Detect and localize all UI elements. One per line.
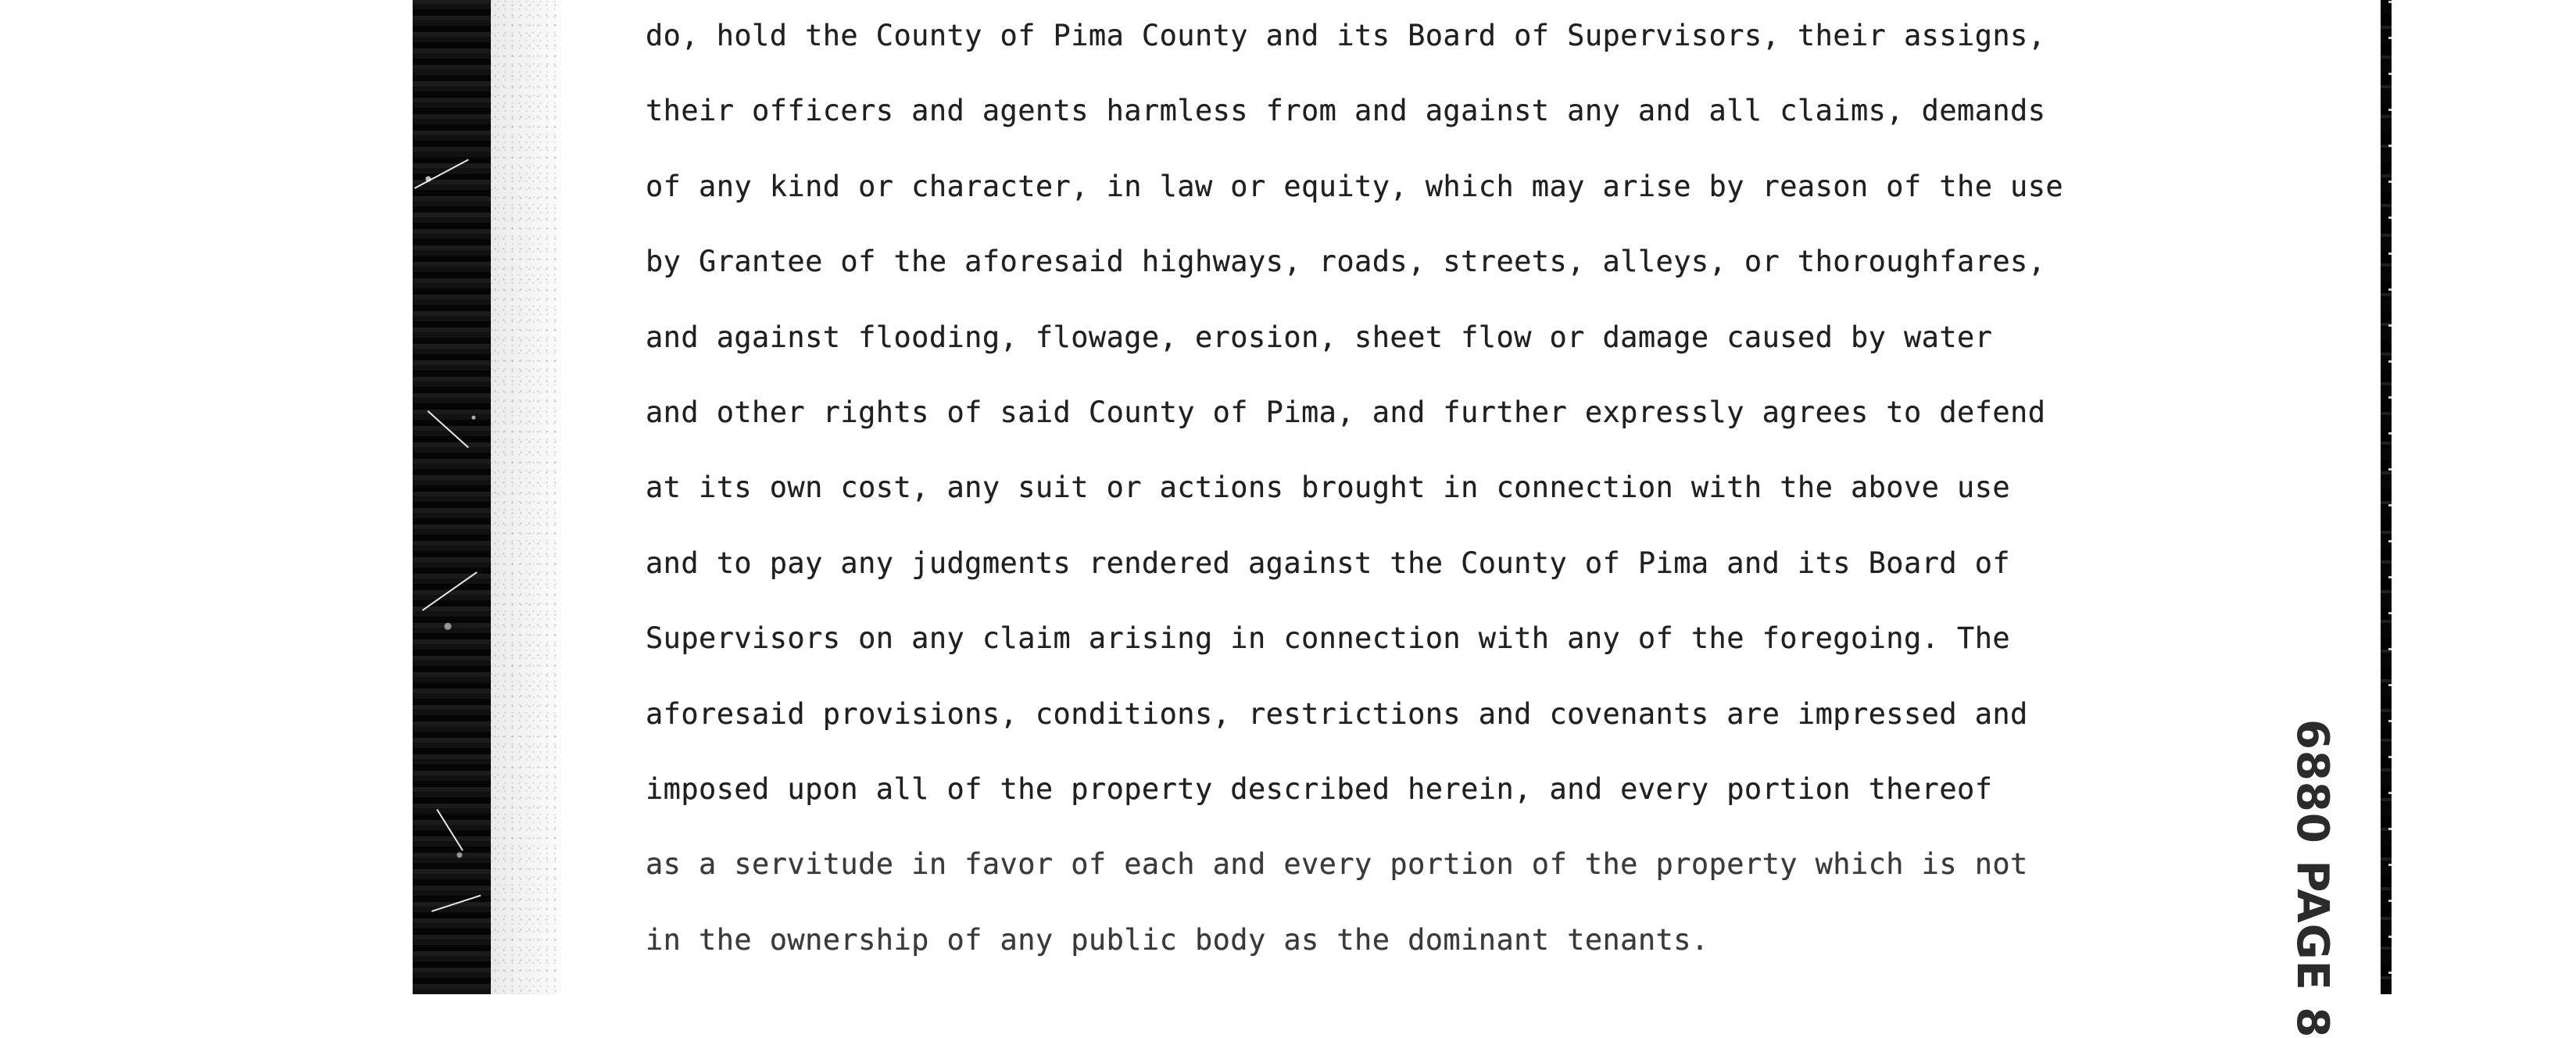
scan-speckle-area [491, 0, 561, 994]
document-line: of any kind or character, in law or equity, which may arise by reason of the use [646, 169, 2064, 203]
document-line: and other rights of said County of Pima, and further expressly agrees to defend [646, 395, 2046, 429]
document-line: by Grantee of the aforesaid highways, roads, streets, alleys, or thoroughfares, [646, 245, 2046, 279]
right-scan-edge [2381, 0, 2392, 994]
document-line: in the ownership of any public body as the dominant tenants. [646, 922, 1709, 957]
document-line: their officers and agents harmless from and against any and all claims, demands [646, 94, 2046, 128]
document-line: and to pay any judgments rendered against the County of Pima and its Board of [646, 546, 2011, 580]
document-line: and against flooding, flowage, erosion, sheet flow or damage caused by water [646, 320, 1993, 354]
recording-book-page-stamp: 6880 PAGE 8 [2287, 719, 2338, 1038]
left-binding-strip [413, 0, 491, 994]
document-line: at its own cost, any suit or actions brought in connection with the above use [646, 471, 2011, 505]
document-line: imposed upon all of the property described herein, and every portion thereof [646, 771, 1993, 806]
document-text [646, 21, 2216, 1000]
document-line: Supervisors on any claim arising in connection with any of the foregoing. The [646, 621, 2011, 656]
document-line: aforesaid provisions, conditions, restrictions and covenants are impressed and [646, 696, 2028, 731]
document-line: as a servitude in favor of each and every portion of the property which is not [646, 847, 2028, 882]
document-line: do, hold the County of Pima County and its Board of Supervisors, their assigns, [646, 19, 2046, 52]
